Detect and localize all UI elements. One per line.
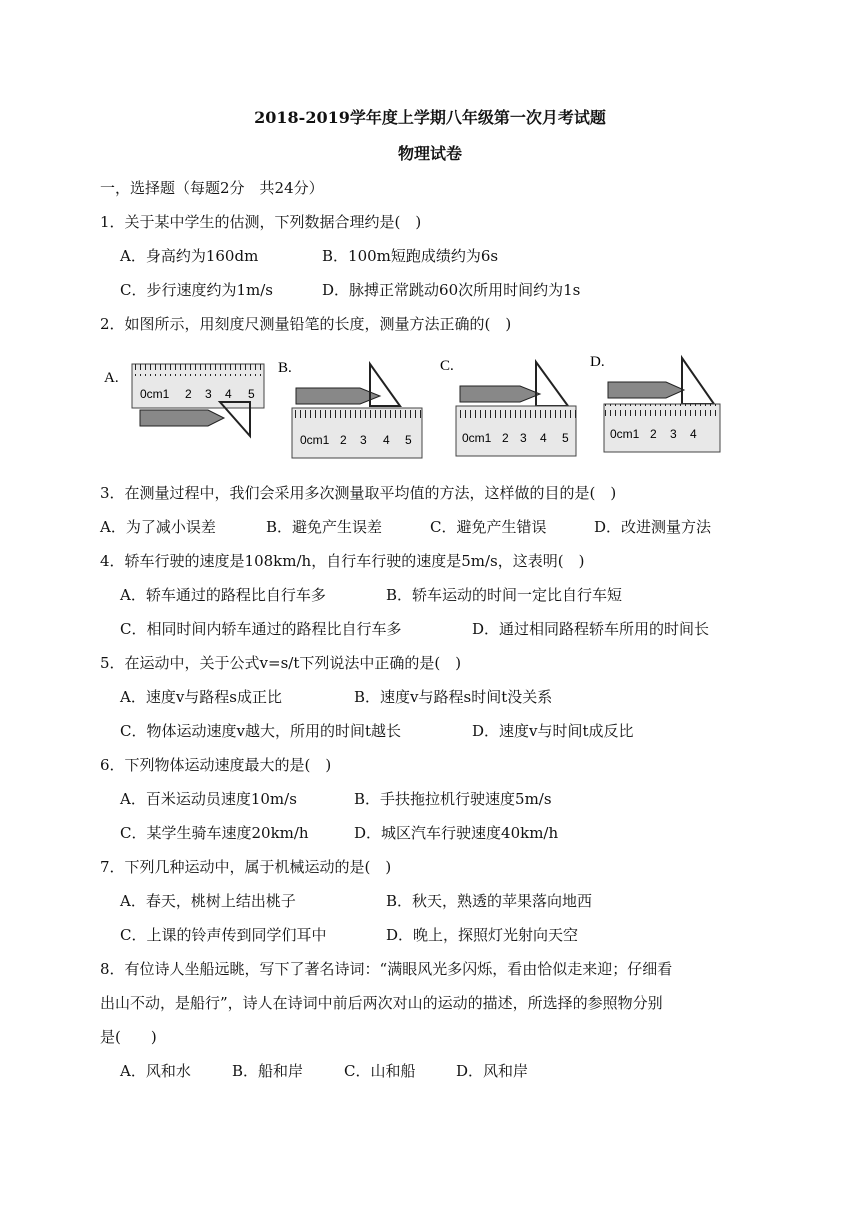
question-1-stem: 1．关于某中学生的估测，下列数据合理约是( )	[100, 213, 422, 231]
figure-b-tick-5: 5	[405, 433, 412, 447]
question-4-stem: 4．轿车行驶的速度是108km/h，自行车行驶的速度是5m/s，这表明( )	[100, 552, 585, 570]
exam-title: 2018-2019学年度上学期八年级第一次月考试题	[254, 108, 606, 127]
figure-d-tick-2: 2	[650, 427, 657, 441]
figure-d-triangle	[682, 358, 714, 404]
figure-d	[590, 354, 720, 452]
figure-b-pencil	[296, 388, 380, 404]
figure-c-tick-5: 5	[562, 431, 569, 445]
q4-option-b: B．轿车运动的时间一定比自行车短	[386, 586, 623, 604]
question-8-stem-line2: 出山不动，是船行”，诗人在诗词中前后两次对山的运动的描述，所选择的参照物分别	[100, 994, 663, 1012]
q3-option-d: D．改进测量方法	[594, 518, 712, 536]
figure-a-label: A.	[104, 370, 119, 386]
figure-d-pencil	[608, 382, 684, 398]
figure-b-tick-2: 2	[340, 433, 347, 447]
figure-c-ruler-ticks	[456, 406, 576, 418]
q1-option-c: C．步行速度约为1m/s	[120, 281, 273, 299]
q4-option-c: C．相同时间内轿车通过的路程比自行车多	[120, 620, 402, 638]
q5-option-b: B．速度v与路程s时间t没关系	[354, 688, 553, 706]
figure-c-label: C.	[440, 358, 454, 374]
figure-d-label: D.	[590, 354, 605, 370]
q1-option-d: D．脉搏正常跳动60次所用时间约为1s	[322, 281, 581, 299]
question-8-stem-line3: 是( )	[100, 1028, 157, 1046]
exam-subtitle: 物理试卷	[397, 144, 462, 163]
q7-option-d: D．晚上，探照灯光射向天空	[386, 926, 579, 944]
q3-option-a: A．为了减小误差	[100, 518, 216, 536]
question-3-stem: 3．在测量过程中，我们会采用多次测量取平均值的方法，这样做的目的是( )	[100, 484, 617, 502]
q8-option-d: D．风和岸	[456, 1062, 529, 1080]
figure-b-tick-4: 4	[383, 433, 390, 447]
figure-c-pencil	[460, 386, 540, 402]
q6-option-d: D．城区汽车行驶速度40km/h	[354, 824, 559, 842]
figure-d-tick-3: 3	[670, 427, 677, 441]
question-5-stem: 5．在运动中，关于公式v=s/t下列说法中正确的是( )	[100, 654, 462, 672]
section-heading: 一，选择题（每题2分 共24分）	[100, 179, 324, 197]
q5-option-c: C．物体运动速度v越大，所用的时间t越长	[120, 722, 401, 740]
figure-c-tick-2: 2	[502, 431, 509, 445]
q6-option-b: B．手扶拖拉机行驶速度5m/s	[354, 790, 552, 808]
figure-b	[278, 360, 422, 458]
figure-a	[104, 364, 264, 436]
q8-option-a: A．风和水	[120, 1062, 191, 1080]
figure-b-ruler-ticks	[292, 408, 422, 420]
q7-option-c: C．上课的铃声传到同学们耳中	[120, 926, 327, 944]
figure-c-tick-0: 0cm1	[462, 431, 492, 445]
figure-b-label: B.	[278, 360, 292, 376]
q7-option-b: B．秋天，熟透的苹果落向地西	[386, 892, 593, 910]
question-2-stem: 2．如图所示，用刻度尺测量铅笔的长度，测量方法正确的( )	[100, 315, 512, 333]
q3-option-b: B．避免产生误差	[266, 518, 383, 536]
figure-c	[440, 358, 576, 456]
q1-option-b: B．100m短跑成绩约为6s	[322, 247, 499, 265]
ruler-figure	[100, 350, 740, 470]
q4-option-d: D．通过相同路程轿车所用的时间长	[472, 620, 710, 638]
figure-c-triangle	[536, 362, 568, 406]
question-6-stem: 6．下列物体运动速度最大的是( )	[100, 756, 332, 774]
q5-option-a: A．速度v与路程s成正比	[120, 688, 283, 706]
q8-option-b: B．船和岸	[232, 1062, 304, 1080]
q5-option-d: D．速度v与时间t成反比	[472, 722, 634, 740]
figure-a-ruler-ticks	[132, 364, 264, 376]
figure-a-tick-2: 2	[185, 387, 192, 401]
figure-b-tick-3: 3	[360, 433, 367, 447]
q8-option-c: C．山和船	[344, 1062, 416, 1080]
q4-option-a: A．轿车通过的路程比自行车多	[120, 586, 326, 604]
figure-c-tick-3: 3	[520, 431, 527, 445]
figure-d-tick-0: 0cm1	[610, 427, 640, 441]
q6-option-c: C．某学生骑车速度20km/h	[120, 824, 309, 842]
figure-a-tick-0: 0cm1	[140, 387, 170, 401]
figure-b-tick-0: 0cm1	[300, 433, 330, 447]
q6-option-a: A．百米运动员速度10m/s	[120, 790, 297, 808]
q1-option-a: A．身高约为160dm	[120, 247, 259, 265]
figure-d-tick-4: 4	[690, 427, 697, 441]
figure-d-ruler-ticks	[604, 404, 720, 416]
figure-a-tick-4: 4	[225, 387, 232, 401]
question-8-stem-line1: 8．有位诗人坐船远眺，写下了著名诗词：“满眼风光多闪烁，看由恰似走来迎；仔细看	[100, 960, 673, 978]
figure-b-triangle	[370, 364, 400, 406]
figure-a-pencil	[140, 410, 224, 426]
q7-option-a: A．春天，桃树上结出桃子	[120, 892, 296, 910]
ruler-figure-svg	[100, 350, 740, 470]
figure-c-tick-4: 4	[540, 431, 547, 445]
figure-a-tick-3: 3	[205, 387, 212, 401]
q3-option-c: C．避免产生错误	[430, 518, 547, 536]
question-7-stem: 7．下列几种运动中，属于机械运动的是( )	[100, 858, 392, 876]
figure-a-tick-5: 5	[248, 387, 255, 401]
